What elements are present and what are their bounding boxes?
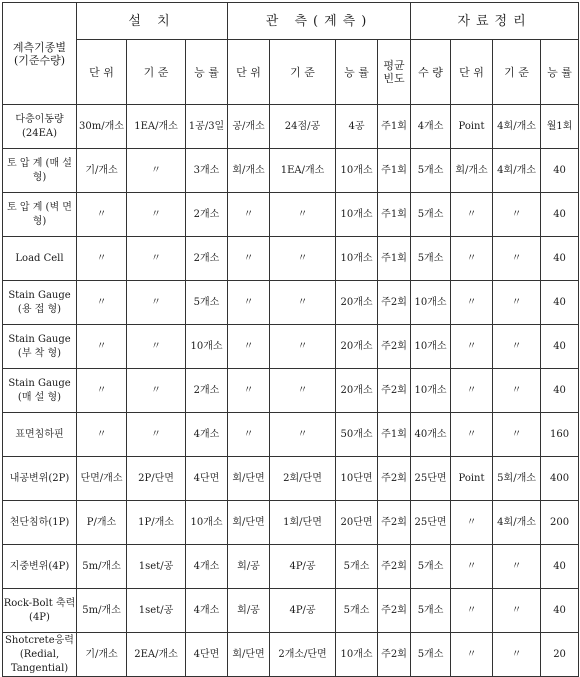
- table-cell: 4단면: [186, 457, 228, 501]
- table-cell: 주2회: [378, 457, 411, 501]
- table-cell: 25단면: [411, 501, 451, 545]
- table-cell: 20개소: [336, 281, 378, 325]
- table-cell: 10개소: [186, 501, 228, 545]
- table-cell: 〃: [228, 281, 270, 325]
- table-cell: 주1회: [378, 105, 411, 149]
- header-sub-row: [3, 40, 579, 105]
- table-cell: 50개소: [336, 413, 378, 457]
- table-cell: 〃: [127, 149, 186, 193]
- table-cell: 1EA/개소: [270, 149, 336, 193]
- table-cell: 회/단면: [228, 457, 270, 501]
- table-cell: 4회/개소: [493, 501, 541, 545]
- table-row: [3, 545, 579, 589]
- col-header: 기 준: [493, 40, 541, 105]
- table-cell: 〃: [493, 589, 541, 633]
- table-cell: 10개소: [411, 281, 451, 325]
- table-cell: 10개소: [411, 369, 451, 413]
- table-cell: 40: [541, 325, 579, 369]
- table-cell: 〃: [451, 633, 493, 677]
- table-cell: 5개소: [411, 589, 451, 633]
- col-header: 능 률: [186, 40, 228, 105]
- table-cell: 20개소: [336, 369, 378, 413]
- table-cell: 2개소: [186, 237, 228, 281]
- table-cell: 〃: [228, 325, 270, 369]
- row-name: 지중변위(4P): [3, 545, 77, 589]
- table-cell: 2P/단면: [127, 457, 186, 501]
- table-cell: 〃: [270, 193, 336, 237]
- row-name: 토 압 계 (벽 면 형): [3, 193, 77, 237]
- col-header: 기 준: [127, 40, 186, 105]
- table-cell: 30m/개소: [77, 105, 127, 149]
- table-cell: 2개소: [186, 193, 228, 237]
- table-cell: Point: [451, 457, 493, 501]
- table-cell: 40: [541, 193, 579, 237]
- table-row: [3, 281, 579, 325]
- table-cell: 〃: [493, 369, 541, 413]
- table-cell: 24점/공: [270, 105, 336, 149]
- table-cell: 4P/공: [270, 589, 336, 633]
- table-cell: 5개소: [411, 193, 451, 237]
- row-name: 천단침하(1P): [3, 501, 77, 545]
- table-cell: 4회/개소: [493, 105, 541, 149]
- table-cell: 회/개소: [228, 149, 270, 193]
- table-cell: 1공/3일: [186, 105, 228, 149]
- table-cell: 5m/개소: [77, 545, 127, 589]
- table-cell: 20개소: [336, 325, 378, 369]
- table-cell: 1set/공: [127, 589, 186, 633]
- table-cell: 〃: [493, 325, 541, 369]
- table-cell: 4P/공: [270, 545, 336, 589]
- col-header: 단 위: [451, 40, 493, 105]
- header-group-row: [3, 3, 579, 40]
- table-cell: 1P/개소: [127, 501, 186, 545]
- table-cell: 〃: [127, 281, 186, 325]
- table-cell: 40: [541, 545, 579, 589]
- col-header: 기 준: [270, 40, 336, 105]
- row-name: 내공변위(2P): [3, 457, 77, 501]
- table-cell: 5개소: [186, 281, 228, 325]
- table-cell: 3개소: [186, 149, 228, 193]
- table-row: [3, 369, 579, 413]
- table-row: [3, 193, 579, 237]
- corner-header: 계측기종별 (기준수량): [3, 3, 77, 105]
- table-cell: 〃: [493, 633, 541, 677]
- table-cell: 회/단면: [228, 633, 270, 677]
- table-cell: 〃: [451, 545, 493, 589]
- table-cell: 회/공: [228, 545, 270, 589]
- table-cell: 4개소: [186, 545, 228, 589]
- table-cell: 2회/단면: [270, 457, 336, 501]
- group-header-data: 자료정리: [411, 3, 579, 40]
- table-cell: 〃: [77, 281, 127, 325]
- table-cell: 1회/단면: [270, 501, 336, 545]
- table-cell: 1set/공: [127, 545, 186, 589]
- table-cell: 25단면: [411, 457, 451, 501]
- table-cell: 주2회: [378, 325, 411, 369]
- table-cell: 5개소: [411, 149, 451, 193]
- table-cell: 〃: [493, 545, 541, 589]
- table-cell: P/개소: [77, 501, 127, 545]
- table-cell: 10개소: [186, 325, 228, 369]
- row-name: 토 압 계 (매 설 형): [3, 149, 77, 193]
- table-row: [3, 325, 579, 369]
- table-cell: 40: [541, 149, 579, 193]
- row-name: Stain Gauge (부 착 형): [3, 325, 77, 369]
- table-cell: Point: [451, 105, 493, 149]
- table-cell: 〃: [77, 193, 127, 237]
- table-cell: 2EA/개소: [127, 633, 186, 677]
- table-cell: 200: [541, 501, 579, 545]
- table-cell: 10개소: [411, 325, 451, 369]
- table-cell: 4개소: [186, 589, 228, 633]
- col-header: 단 위: [77, 40, 127, 105]
- table-cell: 〃: [451, 501, 493, 545]
- table-cell: 40개소: [411, 413, 451, 457]
- table-cell: 단면/개소: [77, 457, 127, 501]
- table-cell: 주2회: [378, 545, 411, 589]
- table-cell: 회/공: [228, 589, 270, 633]
- table-cell: 〃: [77, 369, 127, 413]
- table-cell: 10개소: [336, 633, 378, 677]
- table-cell: 〃: [493, 281, 541, 325]
- row-name: Shotcrete응력 (Redial, Tangential): [3, 633, 77, 677]
- table-cell: 회/단면: [228, 501, 270, 545]
- measurement-table: [2, 2, 579, 677]
- table-cell: 20단면: [336, 501, 378, 545]
- table-cell: 〃: [228, 413, 270, 457]
- table-cell: 주1회: [378, 193, 411, 237]
- col-header: 수 량: [411, 40, 451, 105]
- table-cell: 〃: [228, 193, 270, 237]
- table-cell: 10단면: [336, 457, 378, 501]
- table-cell: 〃: [493, 413, 541, 457]
- table-cell: 400: [541, 457, 579, 501]
- table-cell: 4회/개소: [493, 149, 541, 193]
- table-row: [3, 633, 579, 677]
- table-cell: 회/개소: [451, 149, 493, 193]
- row-name: 표면침하핀: [3, 413, 77, 457]
- table-cell: 4개소: [411, 105, 451, 149]
- table-cell: 1EA/개소: [127, 105, 186, 149]
- table-cell: 40: [541, 237, 579, 281]
- row-name: Load Cell: [3, 237, 77, 281]
- row-name: Stain Gauge (용 접 형): [3, 281, 77, 325]
- table-cell: 〃: [493, 237, 541, 281]
- table-cell: 주2회: [378, 281, 411, 325]
- table-row: [3, 105, 579, 149]
- table-cell: 〃: [270, 281, 336, 325]
- col-header: 능 률: [541, 40, 579, 105]
- table-cell: 5개소: [411, 237, 451, 281]
- table-cell: 〃: [127, 237, 186, 281]
- table-cell: 〃: [451, 413, 493, 457]
- table-cell: 〃: [493, 193, 541, 237]
- table-cell: 〃: [127, 413, 186, 457]
- table-cell: 기/개소: [77, 149, 127, 193]
- table-cell: 〃: [228, 369, 270, 413]
- table-cell: 5개소: [411, 545, 451, 589]
- table-cell: 2개소: [186, 369, 228, 413]
- table-cell: 〃: [77, 413, 127, 457]
- table-cell: 5개소: [336, 589, 378, 633]
- table-cell: 공/개소: [228, 105, 270, 149]
- table-cell: 〃: [451, 237, 493, 281]
- table-cell: 40: [541, 369, 579, 413]
- table-cell: 〃: [451, 193, 493, 237]
- table-row: [3, 149, 579, 193]
- table-row: [3, 413, 579, 457]
- table-cell: 〃: [228, 237, 270, 281]
- row-name: Rock-Bolt 축력(4P): [3, 589, 77, 633]
- table-cell: 주2회: [378, 633, 411, 677]
- table-cell: 40: [541, 589, 579, 633]
- table-cell: 5m/개소: [77, 589, 127, 633]
- table-cell: 〃: [270, 237, 336, 281]
- table-cell: 〃: [127, 325, 186, 369]
- table-cell: 〃: [77, 325, 127, 369]
- table-cell: 〃: [270, 325, 336, 369]
- col-header: 평균 빈도: [378, 40, 411, 105]
- table-cell: 4개소: [186, 413, 228, 457]
- table-cell: 〃: [451, 589, 493, 633]
- table-cell: 5개소: [411, 633, 451, 677]
- table-cell: 주2회: [378, 501, 411, 545]
- table-row: [3, 237, 579, 281]
- table-cell: 〃: [270, 369, 336, 413]
- table-cell: 〃: [270, 413, 336, 457]
- group-header-observation: 관 측(계측): [228, 3, 411, 40]
- col-header: 능 률: [336, 40, 378, 105]
- table-cell: 주2회: [378, 589, 411, 633]
- table-cell: 〃: [127, 193, 186, 237]
- table-cell: 4단면: [186, 633, 228, 677]
- table-cell: 주2회: [378, 369, 411, 413]
- group-header-install: 설 치: [77, 3, 228, 40]
- table-cell: 10개소: [336, 237, 378, 281]
- table-body: [3, 105, 579, 677]
- table-cell: 40: [541, 281, 579, 325]
- table-cell: 〃: [451, 281, 493, 325]
- table-cell: 5회/개소: [493, 457, 541, 501]
- table-cell: 〃: [451, 325, 493, 369]
- table-cell: 주1회: [378, 237, 411, 281]
- table-cell: 160: [541, 413, 579, 457]
- table-cell: 〃: [77, 237, 127, 281]
- table-cell: 10개소: [336, 193, 378, 237]
- table-cell: 〃: [451, 369, 493, 413]
- table-cell: 주1회: [378, 413, 411, 457]
- table-cell: 월1회: [541, 105, 579, 149]
- table-cell: 5개소: [336, 545, 378, 589]
- table-cell: 4공: [336, 105, 378, 149]
- table-cell: 기/개소: [77, 633, 127, 677]
- row-name: Stain Gauge (매 설 형): [3, 369, 77, 413]
- table-cell: 2개소/단면: [270, 633, 336, 677]
- table-row: [3, 501, 579, 545]
- table-cell: 〃: [127, 369, 186, 413]
- table-row: [3, 457, 579, 501]
- col-header: 단 위: [228, 40, 270, 105]
- table-row: [3, 589, 579, 633]
- table-cell: 20: [541, 633, 579, 677]
- row-name: 다층이동량 (24EA): [3, 105, 77, 149]
- table-cell: 주1회: [378, 149, 411, 193]
- table-cell: 10개소: [336, 149, 378, 193]
